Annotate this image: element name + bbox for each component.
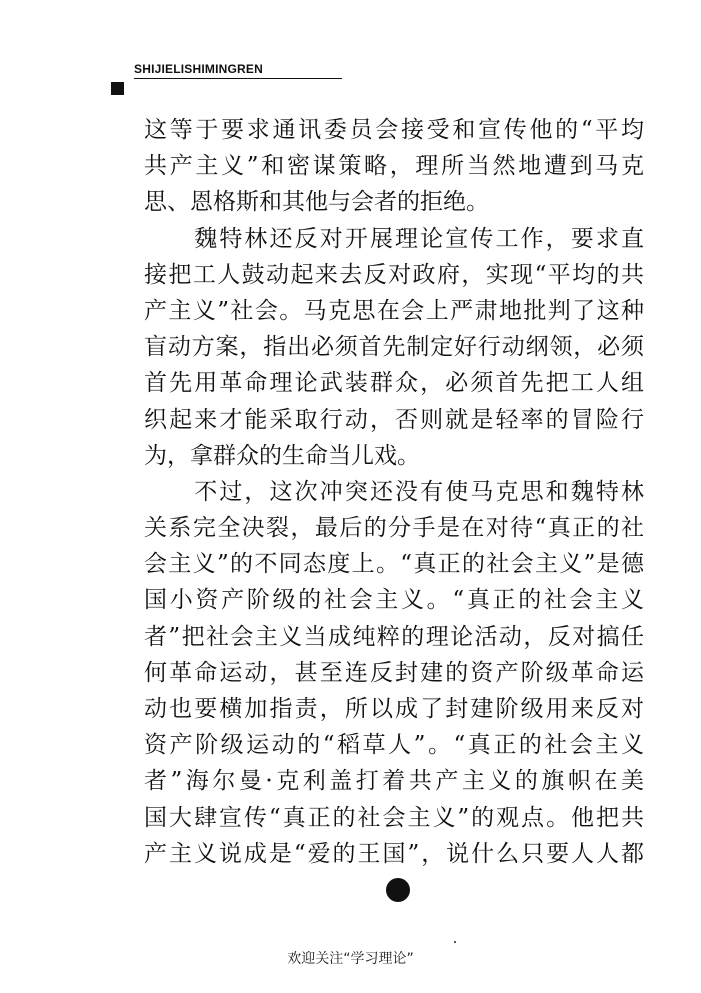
text-line: 产主义说成是“爱的王国”，说什么只要人人都 [144,840,644,867]
text-line: 国小资产阶级的社会主义。“真正的社会主义 [144,587,644,614]
text-line: 为，拿群众的生命当儿戏。 [144,442,420,469]
text-line: 盲动方案，指出必须首先制定好行动纲领，必须 [144,334,644,361]
text-line: 思、恩格斯和其他与会者的拒绝。 [144,189,489,216]
footer-watermark: 欢迎关注“学习理论” [287,951,414,967]
text-line: 魏特林还反对开展理论宣传工作，要求直 [144,225,644,252]
text-line: 织起来才能采取行动，否则就是轻率的冒险行 [144,406,644,433]
text-line: 接把工人鼓动起来去反对政府，实现“平均的共 [144,261,644,288]
text-line: 国大肆宣传“真正的社会主义”的观点。他把共 [144,804,644,831]
header-rule [134,78,342,79]
text-line: 动也要横加指责，所以成了封建阶级用来反对 [144,696,644,722]
running-header: SHIJIELISHIMINGREN [134,62,263,76]
text-line: 产主义”社会。马克思在会上严肃地批判了这种 [144,297,644,324]
header-square-mark [111,82,124,95]
text-line: 资产阶级运动的“稻草人”。“真正的社会主义 [144,732,644,759]
scan-speck [454,941,456,943]
text-line: 何革命运动，甚至连反封建的资产阶级革命运 [144,659,644,686]
text-line: 者”海尔曼·克利盖打着共产主义的旗帜在美 [144,768,644,795]
text-line: 共产主义”和密谋策略，理所当然地遭到马克 [144,153,644,180]
page-dot-mark [386,878,410,902]
text-line: 会主义”的不同态度上。“真正的社会主义”是德 [144,551,644,578]
text-line: 首先用革命理论武装群众，必须首先把工人组 [144,370,644,397]
body-text [144,112,644,872]
text-line: 者”把社会主义当成纯粹的理论活动，反对搞任 [144,623,644,650]
text-line: 不过，这次冲突还没有使马克思和魏特林 [144,478,644,505]
text-line: 这等于要求通讯委员会接受和宣传他的“平均 [144,117,644,143]
text-line: 关系完全决裂，最后的分手是在对待“真正的社 [144,515,644,542]
